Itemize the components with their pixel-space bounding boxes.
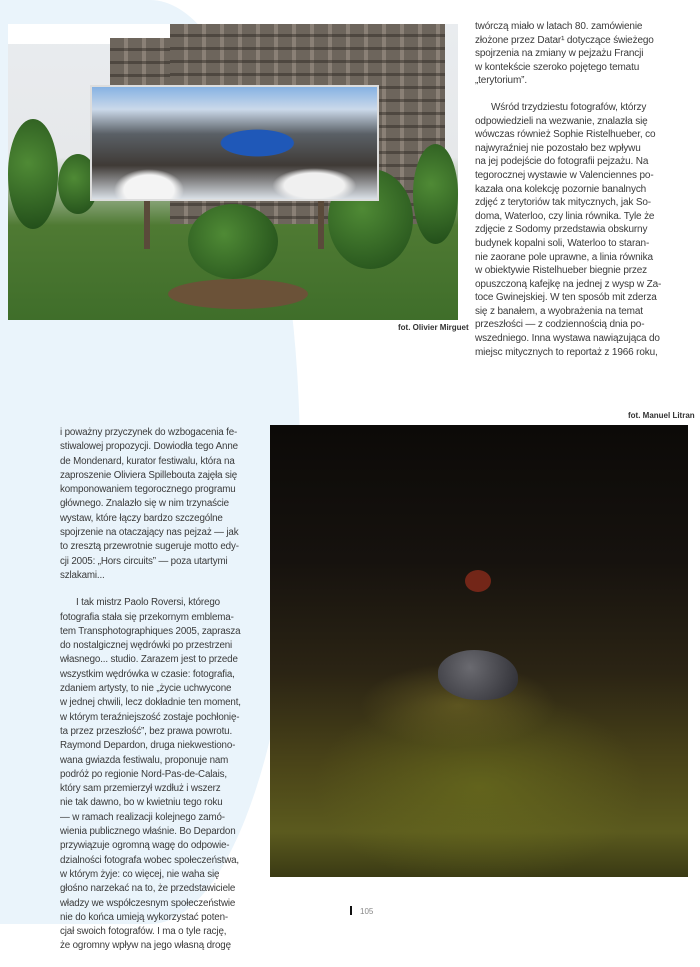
text-line: spojrzenia na zmiany w pejzażu Francji <box>475 48 644 60</box>
text-line: miejsc mitycznych to reportaż z 1966 roku, <box>475 346 658 358</box>
text-line: ta przez przeszłość”, bez prawa powrotu. <box>60 725 233 737</box>
text-line: nie do końca umieją wykorzystać poten- <box>60 911 229 923</box>
page-number-text: 105 <box>360 907 374 916</box>
text-line: w obiektywie Ristelhueber biegnie przez <box>475 265 648 277</box>
text-line: budynek kopalni soli, Waterloo to staran- <box>475 237 650 249</box>
text-line: wana gwiazda festiwalu, proponuje nam <box>60 754 229 766</box>
text-line: zdjęć z terytoriów tak mitycznych, jak So- <box>475 197 651 209</box>
text-line: na jej podejście do fotografii pejzażu. Na <box>475 156 649 168</box>
text-line: wienia publicznego właśnie. Bo Depardon <box>60 826 236 838</box>
text-line: Raymond Depardon, druga niekwestiono- <box>60 740 236 752</box>
text-line: stiwalowej propozycji. Dowiodła tego Anne <box>60 441 238 453</box>
photo-caption: fot. Manuel Litran <box>628 411 695 420</box>
text-line: w którym teraźniejszość zostaje pochłonię- <box>60 711 240 723</box>
text-line: doma, Waterloo, czy linia równika. Tyle że <box>475 210 655 222</box>
text-line: tegorocznej wystawie w Valenciennes po- <box>475 169 654 181</box>
text-line: to zresztą przewrotnie sugeruje motto edy- <box>60 541 239 553</box>
text-line: w którym żyje: co więcej, nie waha się <box>60 868 220 880</box>
text-line: „terytorium”. <box>475 75 527 87</box>
text-line: cji 2005: „Hors circuits” — poza utartymi <box>60 555 228 567</box>
text-line: wszystkim wędrówka w czasie: fotografia, <box>60 668 235 680</box>
text-line: szlakami... <box>60 569 105 581</box>
text-line: wówczas również Sophie Ristelhueber, co <box>475 129 656 141</box>
text-line: najwyraźniej nie pozostało bez wpływu <box>475 142 641 154</box>
text-line: dzialności fotografa wobec społeczeństwa, <box>60 854 240 866</box>
text-line: tem Transphotographiques 2005, zaprasza <box>60 625 241 637</box>
paragraph <box>475 101 690 359</box>
paragraph <box>475 20 690 88</box>
text-line: fotografia stała się przekornym emblema- <box>60 611 234 623</box>
text-line: i poważny przyczynek do wzbogacenia fe- <box>60 427 238 438</box>
text-line: komponowaniem tegorocznego programu <box>60 484 236 496</box>
text-line: Wśród trzydziestu fotografów, którzy <box>491 101 647 113</box>
text-line: wszedniego. Inna wystawa nawiązująca do <box>475 333 660 345</box>
text-line: wystaw, które łączy bardzo szczególne <box>60 512 223 524</box>
paragraph <box>60 426 265 583</box>
right-text-column <box>475 20 690 372</box>
text-line: cjał swoich fotografów. I ma o tyle rację, <box>60 926 227 938</box>
text-line: złożone przez Datar¹ dotyczące świeżego <box>475 34 654 46</box>
text-line: który sam przemierzył wzdłuż i wszerz <box>60 783 221 795</box>
left-text-column <box>60 426 265 967</box>
text-line: że ogromny wpływ na jego własną drogę <box>60 940 231 952</box>
text-line: władzy we współczesnym społeczeństwie <box>60 897 236 909</box>
page-number <box>350 906 373 916</box>
text-line: własnego... studio. Zarazem jest to przede <box>60 654 238 666</box>
text-line: nie tak dawno, bo w kwietniu tego roku <box>60 797 223 809</box>
text-line: przywiązuje ogromną wagę do odpowie- <box>60 840 230 852</box>
text-line: zdjęcie z Sodomy przedstawia obskurny <box>475 224 648 236</box>
text-line: zdaniem artysty, to nie „życie uchwycone <box>60 683 232 695</box>
text-line: — w ramach realizacji kolejnego zamó- <box>60 811 225 823</box>
text-line: de Mondenard, kurator festiwalu, która na <box>60 455 235 467</box>
photo-caption: fot. Olivier Mirguet <box>398 323 469 332</box>
text-line: nie zaorane pole uprawne, a linia równika <box>475 251 653 263</box>
text-line: odpowiedzieli na wezwanie, znalazła się <box>475 115 648 127</box>
billboard-lake-image <box>90 85 379 201</box>
text-line: przeszłości — z codziennością dnia po- <box>475 319 645 331</box>
text-line: toce Gwinejskiej. W ten sposób mit zderza <box>475 292 657 304</box>
text-line: spojrzenie na otaczający nas pejzaż — jak <box>60 527 239 539</box>
text-line: w jednej chwili, lecz dokładnie ten moment, <box>60 697 241 709</box>
text-line: do nostalgicznej wędrówki po przestrzeni <box>60 640 233 652</box>
text-line: głównego. Znalazło się w nim trzynaście <box>60 498 229 510</box>
text-line: w kontekście szeroko pojętego tematu <box>475 61 640 73</box>
paragraph <box>60 596 265 953</box>
text-line: się z banałem, a wyobrażenia na temat <box>475 305 643 317</box>
text-line: I tak mistrz Paolo Roversi, którego <box>76 597 220 609</box>
text-line: zaproszenie Oliviera Spillebouta zajęła się <box>60 469 238 481</box>
text-line: głośno narzekać na to, że przedstawiciele <box>60 883 236 895</box>
text-line: twórczą miało w latach 80. zamówienie <box>475 21 643 32</box>
photo-moss-stone <box>270 425 688 877</box>
photo-billboard-park <box>8 24 458 320</box>
text-line: opuszczoną kafejkę na jednej z wysp w Za- <box>475 278 662 290</box>
text-line: kazała ona kolekcję pozornie banalnych <box>475 183 647 195</box>
text-line: podróż po regionie Nord-Pas-de-Calais, <box>60 768 227 780</box>
